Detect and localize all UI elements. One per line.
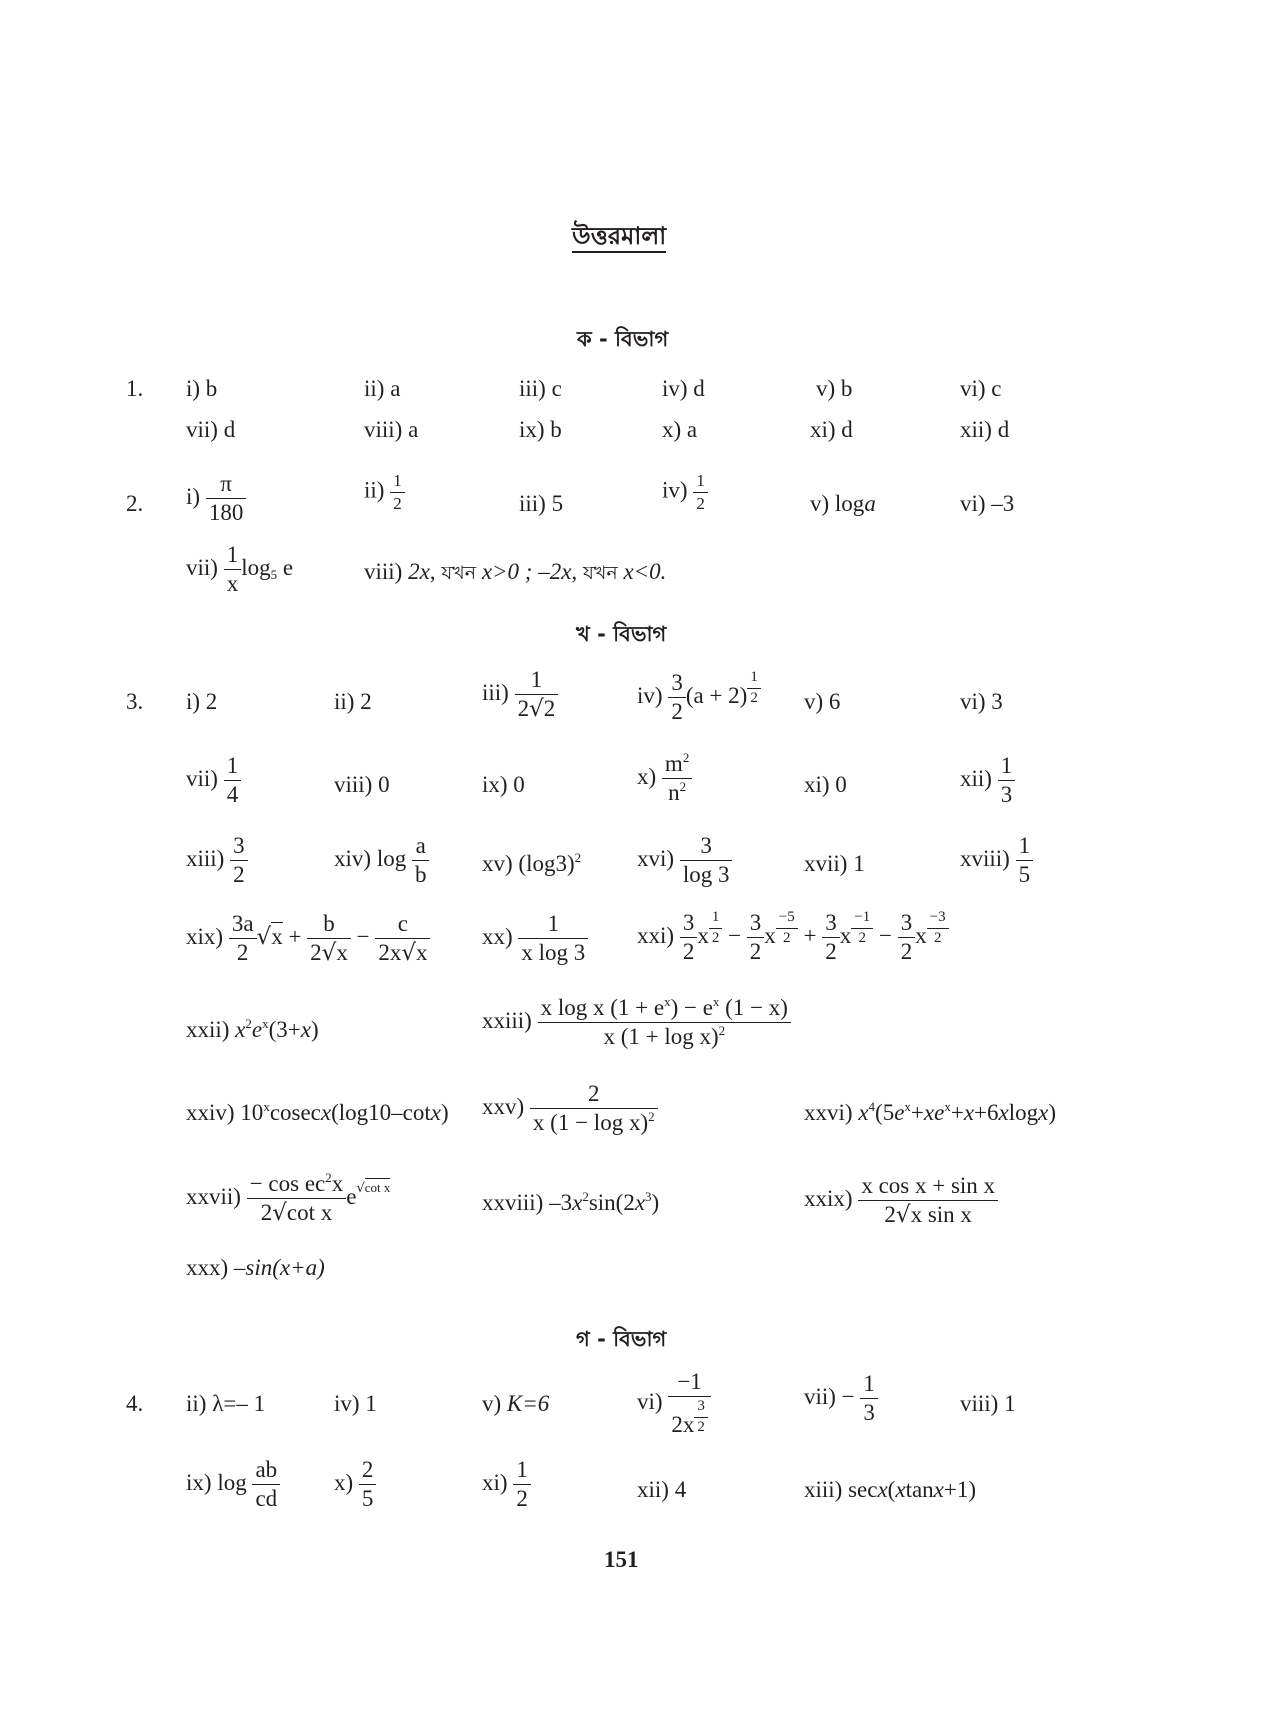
fraction: −1 2x $\frac{3}{2}$ [668, 1370, 711, 1438]
answer-3-xxv: xxv) $\frac{2}{x (1 - \log x)^2}$ [482, 1082, 658, 1135]
answer-3-xvi: xvi) $\frac{3}{\log 3}$ [637, 834, 732, 887]
answer-3-xii: xii) $\frac{1}{3}$ [960, 754, 1015, 807]
answer-1-ii: ii) a [364, 376, 401, 401]
answer-1-vi: vi) c [960, 376, 1002, 401]
answer-3-xxii: xxii) $x^2e^x(3+x)$ [186, 1016, 319, 1042]
question-number: 2. [126, 491, 144, 516]
answer-3-iv: iv) $\frac{3}{2}$ (a + 2) $\frac{1}{2}$ [637, 670, 761, 725]
answer-3-xxi: xxi) $\frac{3}{2}$ x $\frac{1}{2}$ − $\frac{3}{2}$ x $\frac{-5}{2}$ + $\frac{3}{2}$ x $\frac{-1}{2}$ − $\frac{3}{2}$ x $\frac{-3}{2}$ [637, 910, 949, 965]
answer-2-vi: vi) –3 [960, 491, 1015, 516]
fraction: $\frac{3}{2}$ [680, 911, 698, 964]
answer-3-xx: xx) $\frac{1}{\text{x log 3}}$ [482, 912, 588, 965]
answer-1-xi: xi) d [810, 417, 853, 442]
answer-3-xxiv: xxiv) 10$^x$cosecx(log10–cotx) [186, 1099, 449, 1125]
page-number: 151 [604, 1547, 639, 1572]
fraction: $\frac{1}{x}$ [224, 543, 242, 596]
answer-3-i: i) 2 [186, 689, 218, 714]
fraction: $\frac{- \cos ec^2x}{\text{2√cot x}}$ [247, 1172, 347, 1225]
fraction: $\frac{1}{2√2}$ [515, 668, 559, 721]
answer-3-iii: iii) $\frac{1}{2√2}$ [482, 668, 558, 721]
answer-3-vii: vii) $\frac{1}{4}$ [186, 754, 241, 807]
answer-3-x: x) $\frac{m^2}{n^2}$ [637, 752, 692, 805]
answer-3-xxviii: xxviii) $-3x^2\sin(2x^3)$ [482, 1189, 660, 1215]
fraction: $\frac{3}{2}$ [898, 911, 916, 964]
fraction: $\frac{3}{2}$ [822, 911, 840, 964]
answer-1-xii: xii) d [960, 417, 1010, 442]
answer-3-xvii: xvii) 1 [804, 851, 865, 876]
answer-3-xxix: xxix) $\frac{\text{x cos x + sin x}}{\text{2√x sin x}}$ [804, 1174, 998, 1227]
fraction: $\frac{b}{2√x}$ [307, 912, 351, 965]
section-heading-ga: গ - বিভাগ [576, 1327, 667, 1351]
answer-3-xxiii: xxiii) $\frac{x \log x (1 + e^x) - e^x (1 - x)}{x (1 + \log x)^2}$ [482, 996, 791, 1049]
answer-3-xi: xi) 0 [804, 772, 847, 797]
answer-3-xv: xv) $(\log 3)^2$ [482, 850, 582, 876]
fraction: $\frac{3}{\log 3}$ [680, 834, 733, 887]
page-title: উত্তরমালা [572, 224, 666, 253]
fraction: $\frac{\pi}{180}$ [206, 472, 247, 525]
answer-4-xii: xii) 4 [637, 1477, 687, 1502]
fraction: $\frac{2}{5}$ [359, 1458, 377, 1511]
section-heading-kha: খ - বিভাগ [576, 622, 667, 646]
question-number: 4. [126, 1391, 144, 1416]
answer-2-ii: ii) $\frac{1}{2}$ [364, 472, 405, 513]
fraction: $\frac{3a}{2}$ [229, 912, 257, 965]
fraction: $\frac{ab}{cd}$ [252, 1458, 280, 1511]
answer-4-iv: iv) 1 [334, 1391, 377, 1416]
answer-2-vii: vii) $\frac{1}{x}$ $\log_5 e$ [186, 542, 294, 597]
answer-3-xiii: xiii) $\frac{3}{2}$ [186, 834, 248, 887]
answer-4-x: x) $\frac{2}{5}$ [334, 1458, 376, 1511]
question-number: 3. [126, 689, 144, 714]
answer-4-ii: ii) λ=– 1 [186, 1391, 266, 1416]
answer-4-xiii: xiii) secx(xtanx+1) [804, 1477, 977, 1502]
answer-1-i: i) b [186, 376, 218, 401]
answer-1-v: v) b [816, 376, 853, 401]
fraction: $\frac{1}{4}$ [224, 754, 242, 807]
answer-4-vii: vii) − $\frac{1}{3}$ [804, 1372, 878, 1425]
answer-3-ix: ix) 0 [482, 772, 525, 797]
answer-2-iv: iv) $\frac{1}{2}$ [662, 472, 708, 513]
answer-3-viii: viii) 0 [334, 772, 390, 797]
answer-4-viii: viii) 1 [960, 1391, 1016, 1416]
answer-2-viii: viii) 2x, যখন x>0 ; –2x, যখন x<0. [364, 559, 667, 584]
fraction: $\frac{x \log x (1 + e^x) - e^x (1 - x)}{x (1 + \log x)^2}$ [538, 996, 791, 1049]
answer-1-vii: vii) d [186, 417, 236, 442]
fraction: $\frac{3}{2}$ [230, 834, 248, 887]
answer-4-ix: ix) log $\frac{ab}{cd}$ [186, 1458, 280, 1511]
answer-3-vi: vi) 3 [960, 689, 1003, 714]
answer-3-xxvii: xxvii) $\frac{- \cos ec^2x}{\text{2√cot x}}$ e√cot x [186, 1170, 391, 1227]
fraction: $\frac{3}{2}$ [747, 911, 765, 964]
fraction: $\frac{1}{2}$ [390, 472, 405, 513]
fraction: $\frac{1}{\text{x log 3}}$ [518, 912, 588, 965]
answer-4-xi: xi) $\frac{1}{2}$ [482, 1458, 531, 1511]
answer-4-v: v) K=6 [482, 1391, 550, 1416]
fraction: $\frac{m^2}{n^2}$ [662, 752, 692, 805]
fraction: $\frac{3}{2}$ [668, 671, 686, 724]
fraction: $\frac{\text{x cos x + sin x}}{\text{2√x sin x}}$ [858, 1174, 998, 1227]
answer-3-xxx: xxx) –sin(x+a) [186, 1255, 325, 1280]
fraction: $\frac{1}{2}$ [513, 1458, 531, 1511]
answer-1-iv: iv) d [662, 376, 705, 401]
answer-2-i: i) $\frac{\pi}{180}$ [186, 472, 246, 525]
answer-2-v: v) loga [810, 491, 876, 516]
answer-3-ii: ii) 2 [334, 689, 372, 714]
answer-3-v: v) 6 [804, 689, 841, 714]
answer-3-xiv: xiv) log $\frac{a}{b}$ [334, 834, 429, 887]
answer-3-xxvi: xxvi) $x^4(5e^x+xe^x+x+6xlogx)$ [804, 1099, 1057, 1125]
answer-3-xviii: xviii) $\frac{1}{5}$ [960, 834, 1033, 887]
fraction: $\frac{a}{b}$ [412, 834, 430, 887]
fraction: $\frac{1}{3}$ [998, 754, 1016, 807]
fraction: $\frac{c}{2x√x}$ [375, 912, 430, 965]
fraction: $\frac{2}{x (1 - \log x)^2}$ [530, 1082, 658, 1135]
fraction: $\frac{1}{5}$ [1016, 834, 1034, 887]
fraction: $\frac{1}{3}$ [860, 1372, 878, 1425]
answer-1-x: x) a [662, 417, 698, 442]
answer-3-xix: xix) $\frac{3a}{2}$ √x + $\frac{b}{2√x}$ − $\frac{c}{2x√x}$ [186, 912, 430, 965]
answer-1-ix: ix) b [519, 417, 562, 442]
answer-1-viii: viii) a [364, 417, 419, 442]
fraction: $\frac{1}{2}$ [693, 472, 708, 513]
answer-2-iii: iii) 5 [519, 491, 564, 516]
answer-4-vi: vi) −1 2x $\frac{3}{2}$ [637, 1370, 711, 1438]
answer-1-iii: iii) c [519, 376, 562, 401]
section-heading-ka: ক - বিভাগ [577, 327, 669, 351]
question-number: 1. [126, 376, 144, 401]
